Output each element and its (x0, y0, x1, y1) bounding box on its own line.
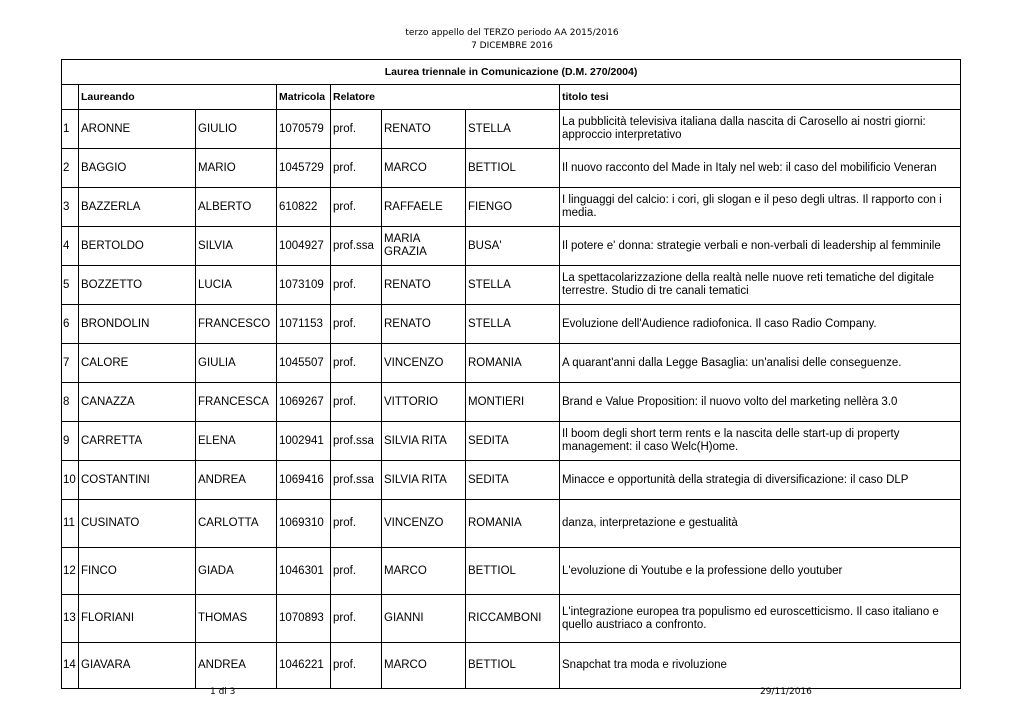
supervisor-title: prof. (331, 110, 382, 149)
supervisor-surname: ROMANIA (466, 500, 560, 548)
supervisor-title: prof.ssa (331, 227, 382, 266)
row-number: 8 (62, 383, 79, 422)
supervisor-name: VINCENZO (382, 344, 466, 383)
supervisor-name: RENATO (382, 266, 466, 305)
supervisor-surname: STELLA (466, 305, 560, 344)
table-row (62, 344, 961, 383)
table-row (62, 548, 961, 595)
table-row (62, 227, 961, 266)
row-number: 3 (62, 188, 79, 227)
student-surname: CALORE (79, 344, 196, 383)
row-number: 1 (62, 110, 79, 149)
thesis-title: La pubblicità televisiva italiana dalla nascita di Carosello ai nostri giorni: approccio interpretativo (560, 110, 961, 149)
supervisor-name: SILVIA RITA (382, 461, 466, 500)
supervisor-surname: FIENGO (466, 188, 560, 227)
supervisor-surname: ROMANIA (466, 344, 560, 383)
thesis-title: I linguaggi del calcio: i cori, gli slogan e il peso degli ultras. Il rapporto con i media. (560, 188, 961, 227)
student-id: 1071153 (277, 305, 331, 344)
supervisor-surname: BUSA' (466, 227, 560, 266)
supervisor-surname: BETTIOL (466, 643, 560, 689)
student-surname: BAGGIO (79, 149, 196, 188)
supervisor-title: prof.ssa (331, 461, 382, 500)
supervisor-name: MARCO (382, 149, 466, 188)
supervisor-title: prof. (331, 188, 382, 227)
page-number: 1 di 3 (210, 687, 236, 697)
student-id: 1069416 (277, 461, 331, 500)
supervisor-title: prof. (331, 643, 382, 689)
student-id: 1002941 (277, 422, 331, 461)
supervisor-title: prof.ssa (331, 422, 382, 461)
student-name: LUCIA (196, 266, 277, 305)
supervisor-title: prof. (331, 500, 382, 548)
document-header-line1: terzo appello del TERZO periodo AA 2015/2016 (405, 28, 619, 38)
row-number: 6 (62, 305, 79, 344)
student-name: GIULIO (196, 110, 277, 149)
student-name: GIADA (196, 548, 277, 595)
student-id: 1070579 (277, 110, 331, 149)
table-header-row (62, 85, 961, 110)
supervisor-name: MARCO (382, 643, 466, 689)
thesis-title: Brand e Value Proposition: il nuovo volto del marketing nellèra 3.0 (560, 383, 961, 422)
supervisor-title: prof. (331, 548, 382, 595)
supervisor-name: SILVIA RITA (382, 422, 466, 461)
row-number: 14 (62, 643, 79, 689)
student-surname: BAZZERLA (79, 188, 196, 227)
student-name: FRANCESCO (196, 305, 277, 344)
supervisor-surname: SEDITA (466, 461, 560, 500)
supervisor-title: prof. (331, 344, 382, 383)
thesis-title: Evoluzione dell'Audience radiofonica. Il caso Radio Company. (560, 305, 961, 344)
student-surname: BOZZETTO (79, 266, 196, 305)
student-surname: CANAZZA (79, 383, 196, 422)
thesis-title: Il potere e' donna: strategie verbali e non-verbali di leadership al femminile (560, 227, 961, 266)
student-id: 1069267 (277, 383, 331, 422)
student-name: MARIO (196, 149, 277, 188)
header-titolo: titolo tesi (560, 85, 961, 110)
thesis-title: danza, interpretazione e gestualità (560, 500, 961, 548)
student-name: FRANCESCA (196, 383, 277, 422)
thesis-title: Minacce e opportunità della strategia di diversificazione: il caso DLP (560, 461, 961, 500)
supervisor-title: prof. (331, 305, 382, 344)
student-id: 1046221 (277, 643, 331, 689)
table-title: Laurea triennale in Comunicazione (D.M. 270/2004) (62, 60, 961, 85)
student-name: ANDREA (196, 643, 277, 689)
student-name: SILVIA (196, 227, 277, 266)
header-relatore: Relatore (331, 85, 560, 110)
student-id: 1073109 (277, 266, 331, 305)
supervisor-surname: BETTIOL (466, 149, 560, 188)
table-row (62, 149, 961, 188)
supervisor-name: VITTORIO (382, 383, 466, 422)
supervisor-surname: BETTIOL (466, 548, 560, 595)
supervisor-surname: STELLA (466, 110, 560, 149)
student-id: 1046301 (277, 548, 331, 595)
table-row (62, 461, 961, 500)
row-number: 2 (62, 149, 79, 188)
supervisor-title: prof. (331, 383, 382, 422)
table-row (62, 595, 961, 643)
row-number: 13 (62, 595, 79, 643)
student-name: GIULIA (196, 344, 277, 383)
thesis-title: Il boom degli short term rents e la nascita delle start-up di property management: il caso Welc(H)ome. (560, 422, 961, 461)
student-surname: COSTANTINI (79, 461, 196, 500)
supervisor-title: prof. (331, 266, 382, 305)
student-id: 1045507 (277, 344, 331, 383)
student-surname: BERTOLDO (79, 227, 196, 266)
table-title-row (62, 60, 961, 85)
supervisor-surname: RICCAMBONI (466, 595, 560, 643)
supervisor-name: RENATO (382, 305, 466, 344)
table-row (62, 383, 961, 422)
supervisor-name: MARIA GRAZIA (382, 227, 466, 266)
row-number: 5 (62, 266, 79, 305)
header-matricola: Matricola (277, 85, 331, 110)
thesis-title: L'evoluzione di Youtube e la professione dello youtuber (560, 548, 961, 595)
student-surname: ARONNE (79, 110, 196, 149)
student-name: ELENA (196, 422, 277, 461)
supervisor-title: prof. (331, 149, 382, 188)
row-number: 10 (62, 461, 79, 500)
student-name: ANDREA (196, 461, 277, 500)
student-surname: BRONDOLIN (79, 305, 196, 344)
student-name: THOMAS (196, 595, 277, 643)
row-number: 12 (62, 548, 79, 595)
thesis-title: Snapchat tra moda e rivoluzione (560, 643, 961, 689)
student-surname: CARRETTA (79, 422, 196, 461)
thesis-title: A quarant'anni dalla Legge Basaglia: un'analisi delle conseguenze. (560, 344, 961, 383)
student-id: 610822 (277, 188, 331, 227)
table-row (62, 643, 961, 689)
thesis-title: La spettacolarizzazione della realtà nelle nuove reti tematiche del digitale terrestre. Studio di tre canali tematici (560, 266, 961, 305)
supervisor-title: prof. (331, 595, 382, 643)
row-number: 7 (62, 344, 79, 383)
row-number: 4 (62, 227, 79, 266)
supervisor-name: MARCO (382, 548, 466, 595)
supervisor-name: RAFFAELE (382, 188, 466, 227)
header-number-cell (62, 85, 79, 110)
student-surname: FLORIANI (79, 595, 196, 643)
table-row (62, 188, 961, 227)
supervisor-name: RENATO (382, 110, 466, 149)
header-laureando: Laureando (79, 85, 277, 110)
supervisor-surname: STELLA (466, 266, 560, 305)
student-id: 1004927 (277, 227, 331, 266)
table-row (62, 110, 961, 149)
student-surname: CUSINATO (79, 500, 196, 548)
row-number: 11 (62, 500, 79, 548)
supervisor-surname: MONTIERI (466, 383, 560, 422)
table-row (62, 500, 961, 548)
student-id: 1069310 (277, 500, 331, 548)
student-surname: FINCO (79, 548, 196, 595)
document-header-line2: 7 DICEMBRE 2016 (471, 41, 553, 51)
student-surname: GIAVARA (79, 643, 196, 689)
supervisor-surname: SEDITA (466, 422, 560, 461)
footer-date: 29/11/2016 (760, 687, 812, 697)
row-number: 9 (62, 422, 79, 461)
table-row (62, 422, 961, 461)
student-name: CARLOTTA (196, 500, 277, 548)
table-row (62, 305, 961, 344)
student-name: ALBERTO (196, 188, 277, 227)
thesis-title: Il nuovo racconto del Made in Italy nel web: il caso del mobilificio Veneran (560, 149, 961, 188)
supervisor-name: GIANNI (382, 595, 466, 643)
thesis-title: L'integrazione europea tra populismo ed euroscetticismo. Il caso italiano e quello austriaco a confronto. (560, 595, 961, 643)
supervisor-name: VINCENZO (382, 500, 466, 548)
table-row (62, 266, 961, 305)
student-id: 1045729 (277, 149, 331, 188)
thesis-table (61, 59, 961, 689)
student-id: 1070893 (277, 595, 331, 643)
